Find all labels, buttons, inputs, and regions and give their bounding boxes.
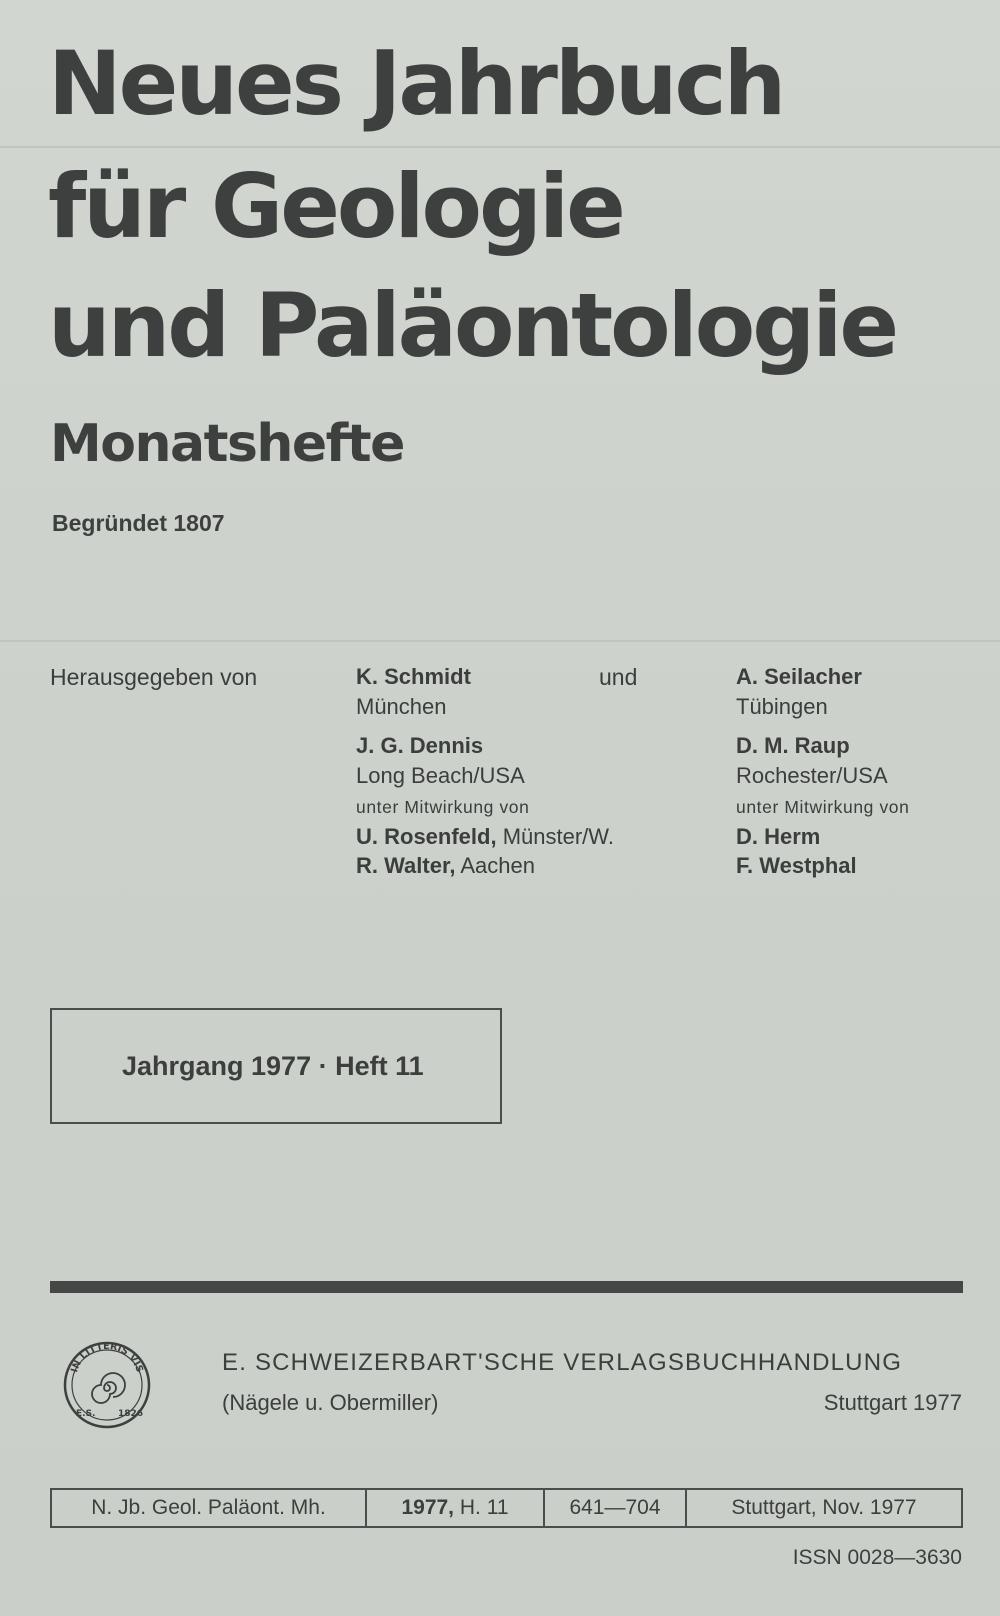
coeditor-left-1-name: U. Rosenfeld, <box>356 824 497 849</box>
citation-number: H. 11 <box>459 1496 509 1519</box>
coeditor-right-1-name: D. Herm <box>736 824 821 849</box>
fold-crease <box>0 640 1000 642</box>
publisher-seal-icon <box>62 1340 152 1430</box>
editor-right-1-city: Tübingen <box>736 694 828 719</box>
title-line-3: und Paläontologie <box>48 274 897 377</box>
publisher-name: E. SCHWEIZERBART'SCHE VERLAGSBUCHHANDLUNG <box>222 1349 903 1376</box>
coeditor-left-2-city: Aachen <box>460 853 535 878</box>
editors-conjunction: und <box>599 664 638 690</box>
citation-volume <box>367 1490 545 1526</box>
editor-left-cooperation: unter Mitwirkung von <box>356 797 530 817</box>
divider-rule <box>50 1281 963 1293</box>
issue-label: Jahrgang 1977 · Heft 11 <box>122 1051 424 1081</box>
seal-motto: IN LITTERIS VIS <box>69 1340 145 1374</box>
svg-text:IN LITTERIS VIS <box>69 1341 145 1374</box>
issn: ISSN 0028—3630 <box>792 1546 962 1569</box>
editor-right-1-name: A. Seilacher <box>736 664 862 689</box>
editor-left-1-city: München <box>356 694 447 719</box>
coeditor-left-2-name: R. Walter, <box>356 853 456 878</box>
title-line-1: Neues Jahrbuch <box>48 32 784 135</box>
editor-right-2-name: D. M. Raup <box>736 733 850 758</box>
editor-right-cooperation: unter Mitwirkung von <box>736 797 910 817</box>
publisher-owners: (Nägele u. Obermiller) <box>222 1390 439 1415</box>
citation-journal: N. Jb. Geol. Paläont. Mh. <box>52 1490 367 1526</box>
issue-box <box>50 1008 502 1124</box>
seal-year: 1826 <box>118 1409 144 1419</box>
coeditor-left-1-city: Münster/W. <box>502 824 614 849</box>
citation-pages: 641—704 <box>545 1490 687 1526</box>
citation-table <box>50 1488 963 1528</box>
subtitle: Monatshefte <box>50 414 404 474</box>
editors-intro: Herausgegeben von <box>50 664 258 690</box>
editor-left-2-city: Long Beach/USA <box>356 763 525 788</box>
citation-year: 1977, <box>401 1496 455 1519</box>
title-line-2: für Geologie <box>48 155 623 258</box>
founded-note: Begründet 1807 <box>52 510 225 536</box>
citation-place-date: Stuttgart, Nov. 1977 <box>731 1496 917 1519</box>
editor-left-2-name: J. G. Dennis <box>356 733 484 758</box>
coeditor-right-2-name: F. Westphal <box>736 853 857 878</box>
coeditor-left-2 <box>356 853 535 879</box>
ammonite-icon <box>92 1373 125 1403</box>
seal-initials: E.S. <box>76 1409 96 1419</box>
coeditor-left-1 <box>356 824 614 850</box>
editor-right-2-city: Rochester/USA <box>736 763 888 788</box>
publisher-city-year: Stuttgart 1977 <box>823 1390 962 1415</box>
editor-left-1-name: K. Schmidt <box>356 664 471 689</box>
fold-crease <box>0 146 1000 148</box>
